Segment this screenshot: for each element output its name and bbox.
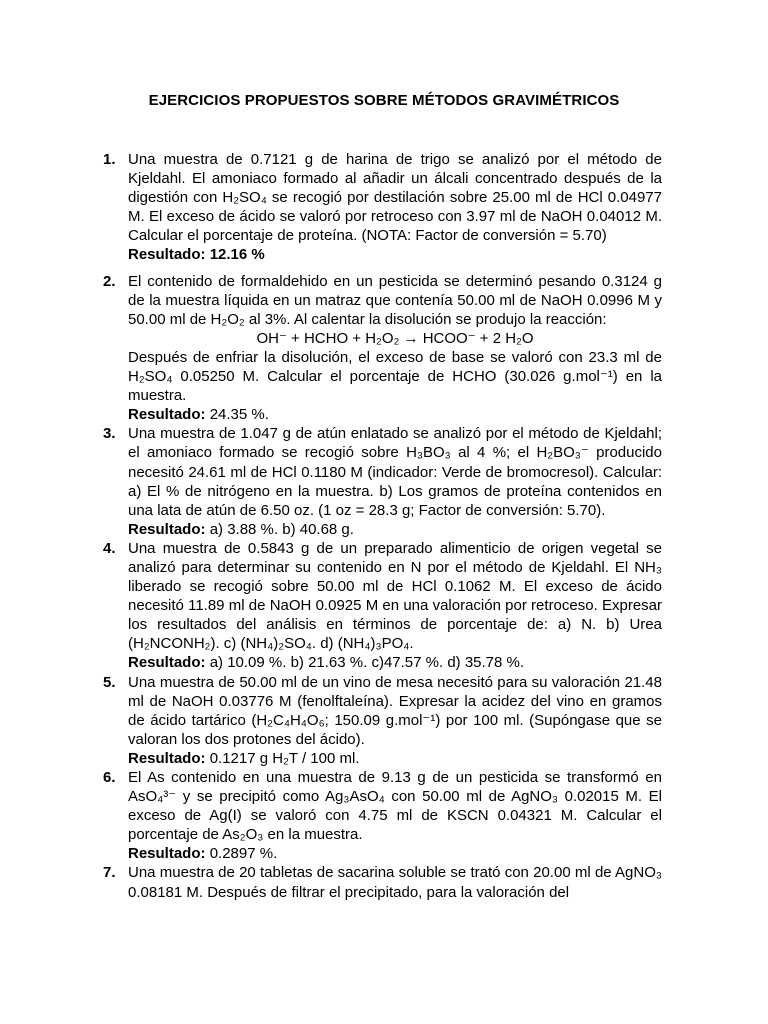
result-value: 0.2897 %.: [209, 845, 278, 863]
result-label: Resultado:: [128, 845, 206, 863]
problem-statement: Una muestra de 1.047 g de atún enlatado se analizó por el método de Kjeldahl; el amoniaco formado se recogió sobre H₃BO₃ al 4 %; el H₂BO₃⁻ producido necesitó 24.61 ml de HCl 0.1180 M (indicador: Verde de bromocresol). Calcular: a) El % de nitrógeno en la muestra. b) Los gramos de proteína contenidos en una lata de atún de 6.50 oz. (1 oz = 28.3 g; Factor de conversión: 5.70).: [128, 425, 662, 519]
result-label: Resultado:: [128, 654, 206, 672]
problem-result: [128, 844, 662, 863]
problem-6: [103, 768, 662, 863]
problem-result: [128, 520, 662, 539]
problem-number: 2.: [103, 272, 116, 290]
result-label: Resultado:: [128, 246, 206, 264]
problem-result: [128, 653, 662, 672]
problem-5: [103, 673, 662, 768]
problem-2: [103, 272, 662, 425]
problem-number: 1.: [103, 151, 116, 168]
result-label: Resultado:: [128, 406, 206, 424]
problem-statement: El contenido de formaldehido en un pesticida se determinó pesando 0.3124 g de la muestra líquida en un matraz que contenía 50.00 ml de NaOH 0.0996 M y 50.00 ml de H₂O₂ al 3%. Al calentar la disolución se produjo la reacción:: [128, 272, 662, 328]
reaction-equation: OH⁻ + HCHO + H₂O₂ → HCOO⁻ + 2 H₂O: [256, 329, 534, 347]
problem-statement: Una muestra de 50.00 ml de un vino de mesa necesitó para su valoración 21.48 ml de NaOH 0.03776 M (fenolftaleína). Expresar la acidez del vino en gramos de ácido tartárico (H₂C₄H₄O₆; 150.09 g.mol⁻¹) por 100 ml. (Supóngase que se valoran los dos protones del ácido).: [128, 673, 662, 748]
problem-4: [103, 539, 662, 673]
problem-number: 5.: [103, 673, 116, 691]
problem-list: [103, 150, 662, 902]
problem-statement-continued: Después de enfriar la disolución, el exceso de base se valoró con 23.3 ml de H₂SO₄ 0.05250 M. Calcular el porcentaje de HCHO (30.026 g.mol⁻¹) en la muestra.: [128, 348, 662, 405]
problem-result: [128, 749, 662, 768]
problem-number: 4.: [103, 539, 116, 557]
result-value: a) 10.09 %. b) 21.63 %. c)47.57 %. d) 35.78 %.: [209, 654, 525, 672]
problem-1: [103, 150, 662, 265]
problem-statement: Una muestra de 20 tabletas de sacarina soluble se trató con 20.00 ml de AgNO₃ 0.08181 M. Después de filtrar el precipitado, para la valoración del: [128, 864, 662, 901]
problem-result: [128, 405, 662, 424]
problem-statement: Una muestra de 0.5843 g de un preparado alimenticio de origen vegetal se analizó para determinar su contenido en N por el método de Kjeldahl. El NH₃ liberado se recogió sobre 50.00 ml de HCl 0.1062 M. El exceso de ácido necesitó 11.89 ml de NaOH 0.0925 M en una valoración por retroceso. Expresar los resultados del análisis en términos de porcentaje de: a) N. b) Urea (H₂NCONH₂). c) (NH₄)₂SO₄. d) (NH₄)₃PO₄.: [128, 539, 662, 653]
problem-number: 7.: [103, 864, 116, 882]
problem-7: [103, 863, 662, 901]
result-value: a) 3.88 %. b) 40.68 g.: [209, 520, 354, 538]
problem-number: 6.: [103, 769, 116, 786]
result-label: Resultado:: [128, 520, 206, 538]
result-label: Resultado:: [128, 749, 206, 767]
problem-statement: Una muestra de 0.7121 g de harina de trigo se analizó por el método de Kjeldahl. El amoniaco formado al añadir un álcali concentrado después de la digestión con H₂SO₄ se recogió por destilación sobre 25.00 ml de HCl 0.04977 M. El exceso de ácido se valoró por retroceso con 3.97 ml de NaOH 0.04012 M. Calcular el porcentaje de proteína. (NOTA: Factor de conversión = 5.70): [128, 151, 662, 245]
problem-number: 3.: [103, 425, 116, 443]
problem-3: [103, 424, 662, 539]
result-value: 0.1217 g H₂T / 100 ml.: [209, 749, 360, 767]
problem-result: [128, 245, 662, 264]
result-value: 24.35 %.: [209, 406, 269, 424]
page-title: EJERCICIOS PROPUESTOS SOBRE MÉTODOS GRAVIMÉTRICOS: [148, 92, 620, 109]
result-value: 12.16 %: [209, 246, 265, 264]
problem-statement: El As contenido en una muestra de 9.13 g de un pesticida se transformó en AsO₄³⁻ y se precipitó como Ag₃AsO₄ con 50.00 ml de AgNO₃ 0.02015 M. El exceso de Ag(I) se valoró con 4.75 ml de KSCN 0.04321 M. Calcular el porcentaje de As₂O₃ en la muestra.: [128, 769, 662, 844]
